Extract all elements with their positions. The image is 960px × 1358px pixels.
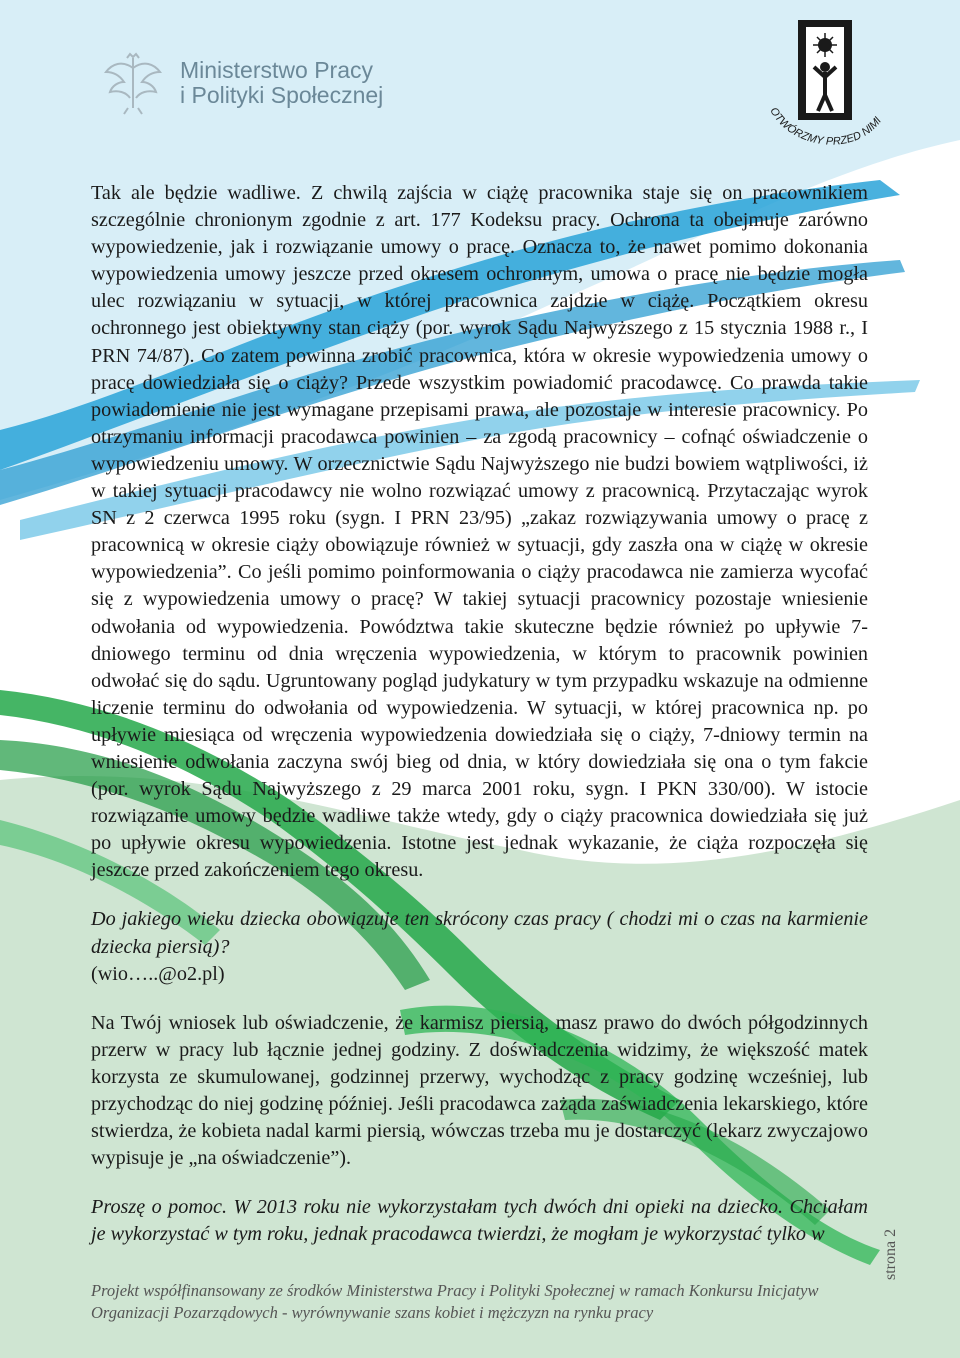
paragraph-2: Na Twój wniosek lub oświadczenie, że karmisz piersią, masz prawo do dwóch półgodzinnych przerw w pracy lub łącznie jednej godziny. Z doświadczenia widzimy, że większość matek korzysta ze skumulowanej, godzinnej przerwy, wychodząc z pracy godzinę wcześniej, lub przychodząc do niej godzinę później. Jeśli pracodawca zażąda zaświadczenia lekarskiego, które stwierdza, że kobieta nadal karmi piersią, wówczas trzeba mu je dostarczyć (lekarz zwyczajowo wypisuje je „na oświadczenie”).	[91, 1011, 868, 1170]
page-number: strona 2	[882, 1228, 899, 1280]
article-body	[91, 180, 868, 1248]
child-in-doorway-icon	[760, 15, 890, 165]
question-1-author: (wio…..@o2.pl)	[91, 962, 225, 985]
question-2: Proszę o pomoc. W 2013 roku nie wykorzystałam tych dwóch dni opieki na dziecko. Chciałam je wykorzystać w tym roku, jednak pracodawca twierdzi, że mogłam je wykorzystać tylko w	[91, 1196, 868, 1246]
paragraph-1: Tak ale będzie wadliwe. Z chwilą zajścia w ciążę pracownika staje się on pracownikiem szczególnie chronionym zgodnie z art. 177 Kodeksu pracy. Ochrona ta obejmuje zarówno wypowiedzenie, jak i rozwiązanie umowy o pracę. Oznacza to, że nawet pomimo dokonania wypowiedzenia umowy jeszcze przed okresem ochronnym, umowa o pracę nie będzie mogła ulec rozwiązaniu w sytuacji, w której pracownica zajdzie w ciążę. Początkiem okresu ochronnego jest obiektywny stan ciąży (por. wyrok Sądu Najwyższego z 15 stycznia 1988 r., I PRN 74/87). Co zatem powinna zrobić pracownica, która w okresie wypowiedzenia umowy o pracę dowiedziała się o ciąży? Przede wszystkim powiadomić pracodawcę. Co prawda takie powiadomienie nie jest wymagane przepisami prawa, ale pozostaje w interesie pracownicy. Po otrzymaniu informacji pracodawca powinien – za zgodą pracownicy – cofnąć oświadczenie o wypowiedzeniu umowy. W orzecznictwie Sądu Najwyższego nie budzi bowiem wątpliwości, iż w takiej sytuacji pracodawcy nie wolno rozwiązać umowy z pracownicą. Przytaczając wyrok SN z 2 czerwca 1995 roku (sygn. I PRN 23/95) „zakaz rozwiązywania umowy o pracę z pracownicą w okresie ciąży obowiązuje również w sytuacji, gdy zaszła ona w ciążę w okresie wypowiedzenia”. Co jeśli pomimo poinformowania o ciąży pracodawca nie zamierza wycofać się z wypowiedzenia umowy o pracę? W takiej sytuacji pracownicy pozostaje wniesienie odwołania od wypowiedzenia. Powództwa takie skuteczne będzie również po upływie 7-dniowego terminu od dnia wręczenia wypowiedzenia, w którym to pracownik powinien odwołać się do sądu. Ugruntowany pogląd judykatury w tym przypadku wskazuje na odmienne liczenie terminu do odwołania od wypowiedzenia. W sytuacji, w której pracownica np. po upływie miesiąca od wręczenia wypowiedzenia dowiedziała się o ciąży, 7-dniowy termin na wniesienie odwołania zaczyna swój bieg od dnia, w który dowiedziała się ona o tym fakcie (por. wyrok Sądu Najwyższego z 29 marca 2001 roku, sygn. I PKN 330/00). W istocie rozwiązanie umowy będzie wadliwe także wtedy, gdy o ciąży pracownica dowiedziała się już po upływie okresu wypowiedzenia. Istotne jest jednak wykazanie, że ciąża rozpoczęła się jeszcze przed zakończeniem tego okresu.	[91, 182, 868, 882]
campaign-slogan: OTWÓRZMY PRZED NIMI	[767, 105, 885, 148]
ministry-name-line2: i Polityki Społecznej	[180, 82, 384, 108]
ministry-name-line1: Ministerstwo Pracy	[180, 57, 373, 83]
footer-line-2: Organizacji Pozarządowych - wyrównywanie szans kobiet i mężczyzn na rynku pracy	[91, 1303, 654, 1322]
eagle-emblem-icon	[100, 50, 166, 116]
question-1: Do jakiego wieku dziecka obowiązuje ten skrócony czas pracy ( chodzi mi o czas na karmienie dziecka piersią)?	[91, 908, 868, 958]
footer-line-1: Projekt współfinansowany ze środków Ministerstwa Pracy i Polityki Społecznej w ramach Konkursu Inicjatyw	[91, 1281, 819, 1300]
ministry-logo	[100, 50, 440, 120]
footer-note	[91, 1280, 881, 1324]
campaign-logo	[760, 15, 890, 165]
